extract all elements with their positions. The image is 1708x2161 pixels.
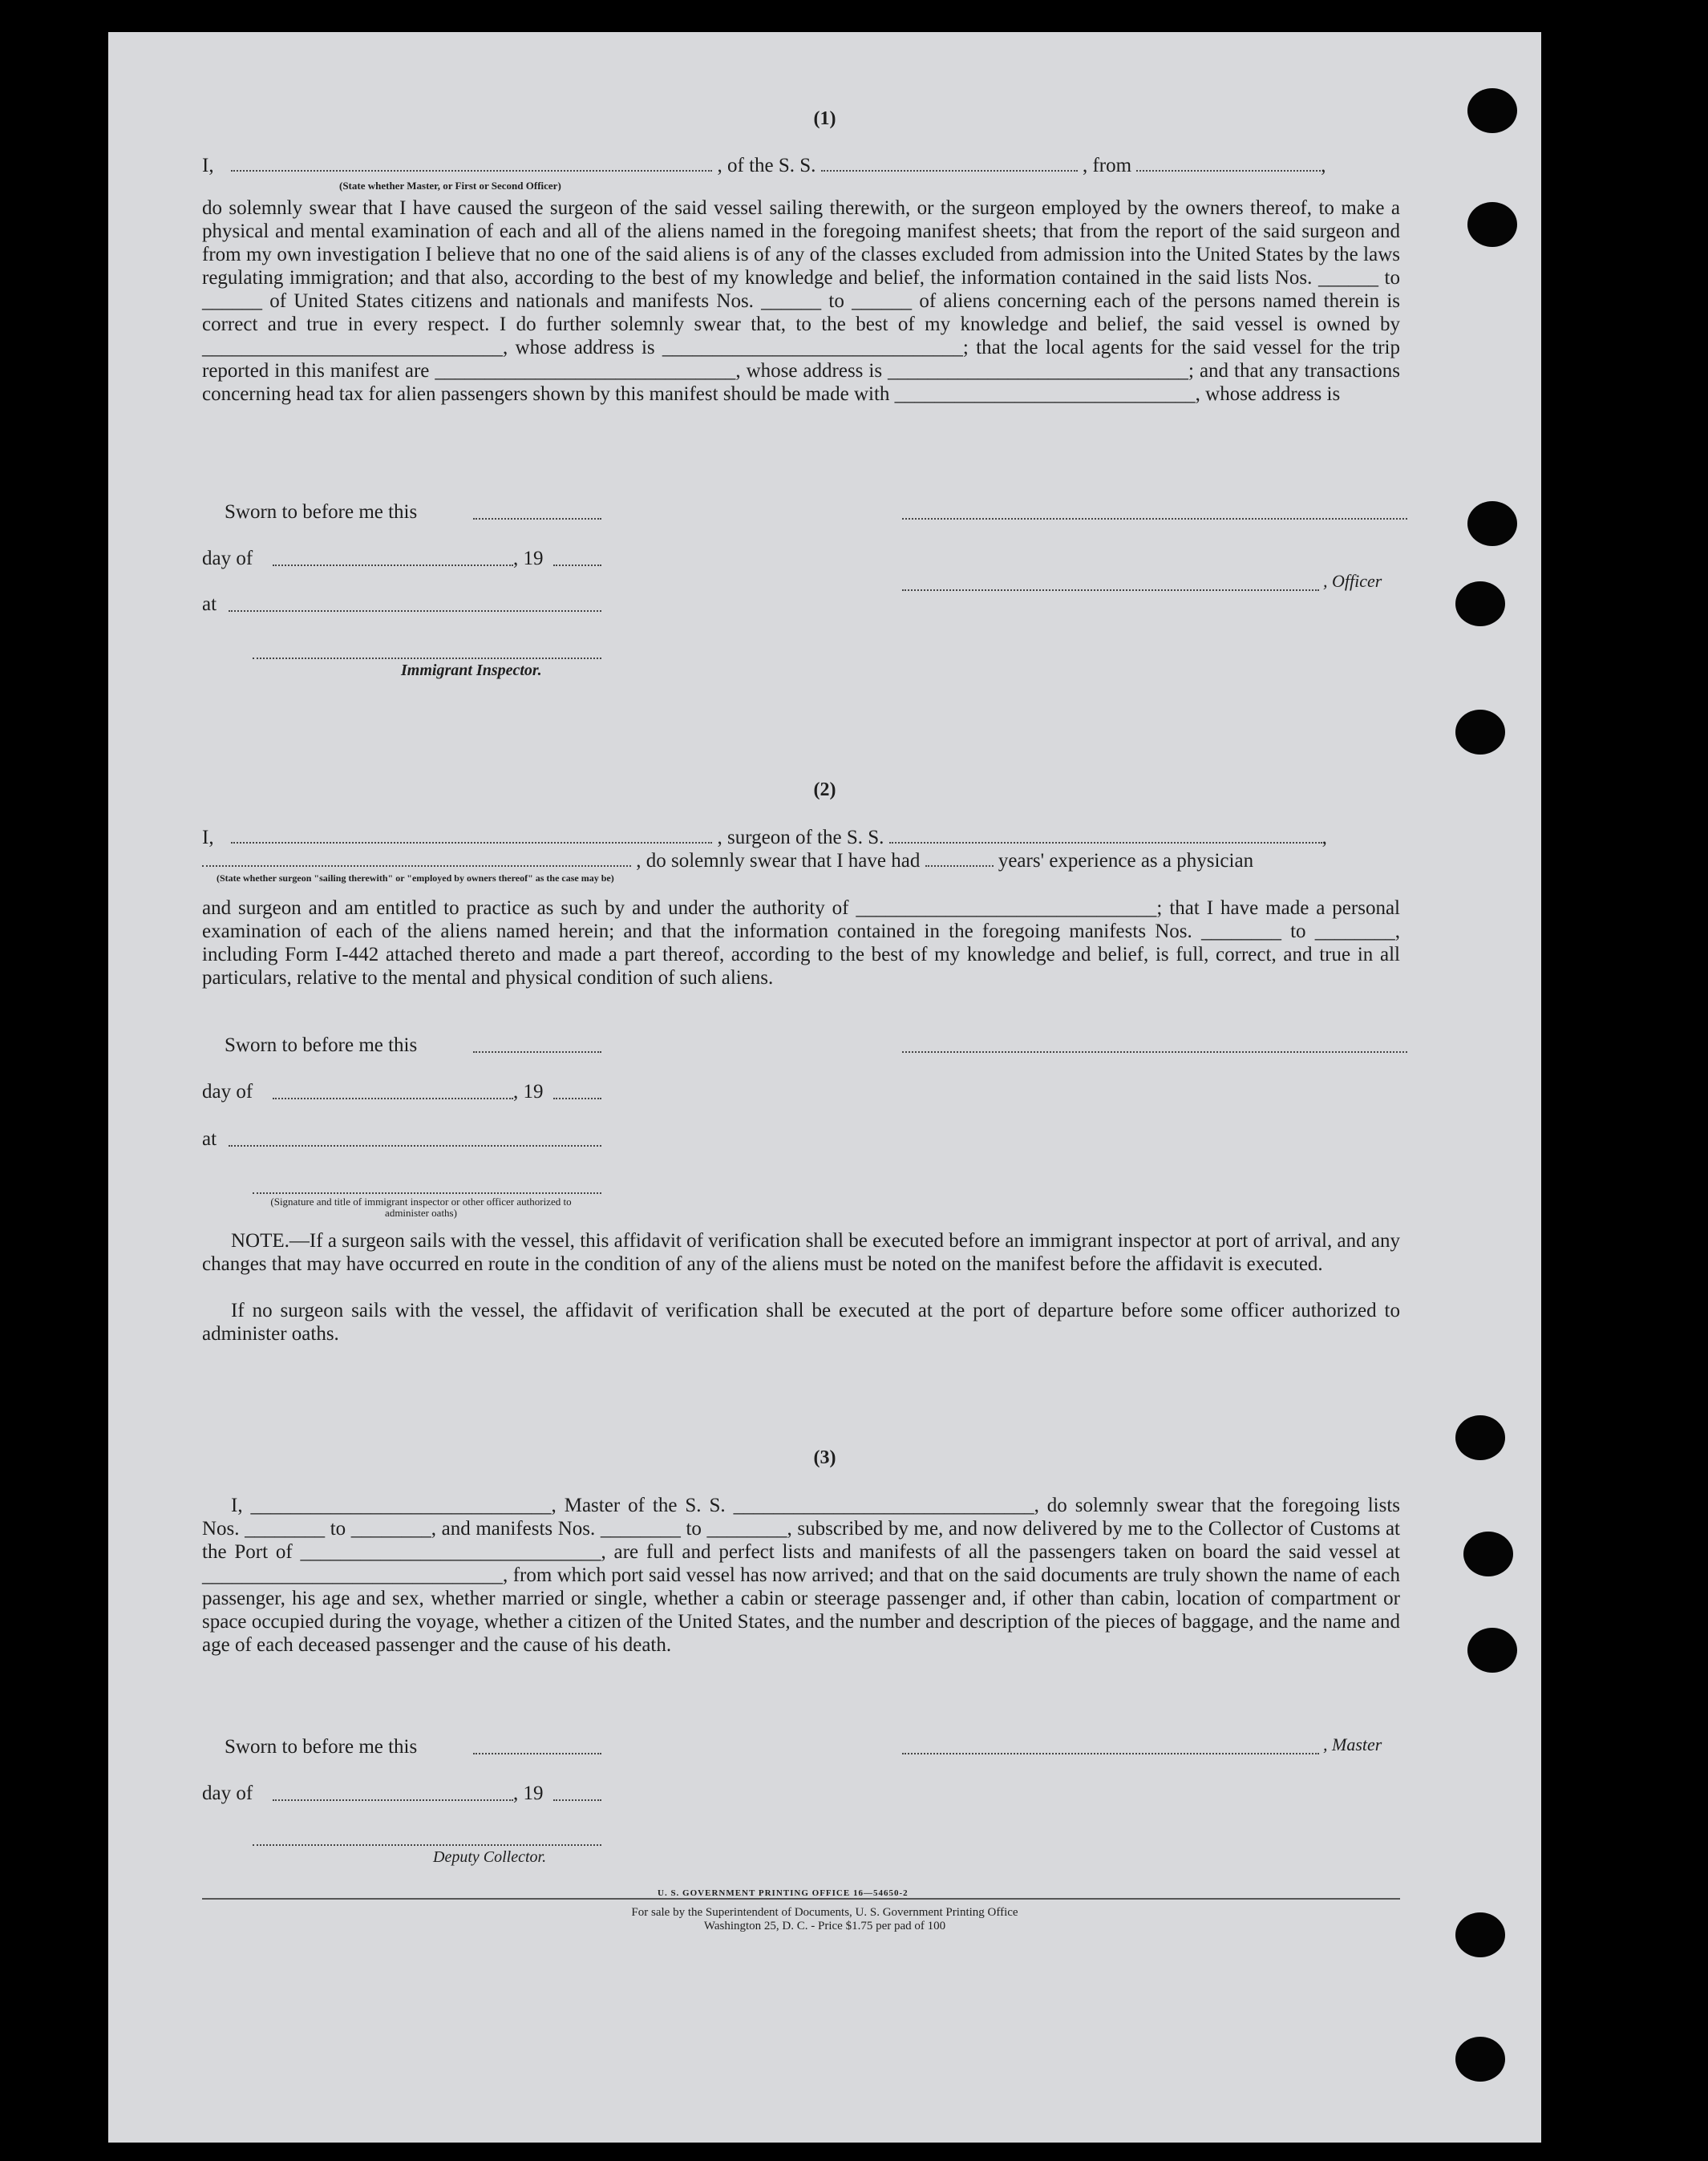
section-1-signature-field[interactable]: [902, 518, 1407, 520]
section-3-master-field[interactable]: [902, 1753, 1319, 1754]
punch-hole: [1467, 1628, 1517, 1673]
section-1-inspector-label: Immigrant Inspector.: [401, 662, 542, 679]
section-1-comma: ,: [1321, 155, 1326, 176]
punch-hole: [1467, 88, 1517, 133]
punch-hole: [1455, 1415, 1505, 1460]
years-field[interactable]: [925, 851, 994, 867]
section-2-vessel-field[interactable]: [889, 828, 1322, 844]
section-1-from: , from: [1082, 155, 1132, 176]
section-3-sworn-date-field[interactable]: [473, 1753, 601, 1754]
section-2-year-field[interactable]: [553, 1098, 601, 1099]
vessel-name-field[interactable]: [821, 156, 1078, 172]
section-2-comma: ,: [1321, 827, 1327, 848]
section-1-at-field[interactable]: [229, 610, 601, 612]
from-port-field[interactable]: [1136, 156, 1321, 172]
section-1-officer-field[interactable]: [902, 589, 1319, 591]
section-3-day-field[interactable]: [273, 1799, 513, 1801]
section-2-oath-text: and surgeon and am entitled to practice as such by and under the authority of ______________________________; that I have made a personal examination of each of the aliens named herein; and that the information contained in the foregoing manifests Nos. ________ to ________, including Form I-442 attached thereto and made a part thereof, according to the best of my knowledge and belief, is full, correct, and true in all particulars, relative to the mental and physical condition of such aliens.: [202, 897, 1400, 989]
section-1-number: (1): [813, 108, 836, 129]
punch-hole: [1455, 1912, 1505, 1957]
section-2-at-field[interactable]: [229, 1145, 601, 1147]
section-3-master-label: , Master: [1323, 1734, 1382, 1754]
punch-hole: [1455, 710, 1505, 755]
section-3-sworn: Sworn to before me this: [225, 1736, 418, 1758]
section-2-surgeon-of-ss: , surgeon of the S. S.: [717, 827, 884, 848]
section-2-sworn-date-field[interactable]: [473, 1051, 601, 1053]
section-1-officer-label: , Officer: [1323, 571, 1382, 591]
section-3-year-field[interactable]: [553, 1799, 601, 1801]
section-2-signature-field[interactable]: [902, 1051, 1407, 1053]
section-1-i: I,: [202, 155, 214, 176]
section-2-nineteen: , 19: [513, 1081, 544, 1103]
section-2-sig-caption: (Signature and title of immigrant inspector or other officer authorized to administer oaths): [270, 1196, 572, 1219]
section-2-note-2: If no surgeon sails with the vessel, the affidavit of verification shall be executed at the port of departure before some officer authorized to administer oaths.: [202, 1300, 1400, 1345]
section-1-officer-line: [202, 154, 1400, 177]
section-2-at: at: [202, 1128, 217, 1150]
section-2-day-field[interactable]: [273, 1098, 513, 1099]
section-2-years: years' experience as a physician: [998, 850, 1254, 872]
section-1-caption: (State whether Master, or First or Second Officer): [339, 180, 561, 192]
footer-sale-line-1: For sale by the Superintendent of Documents, U. S. Government Printing Office: [631, 1906, 1018, 1919]
punch-hole: [1467, 202, 1517, 247]
section-1-day-of: day of: [202, 548, 253, 569]
punch-hole: [1467, 501, 1517, 546]
section-1-year-field[interactable]: [553, 565, 601, 566]
section-1-day-field[interactable]: [273, 565, 513, 566]
footer-sale-line-2: Washington 25, D. C. - Price $1.75 per pad of 100: [703, 1920, 946, 1932]
section-2-caption: (State whether surgeon "sailing therewith" or "employed by owners thereof" as the case may be): [217, 872, 614, 884]
section-1-inspector-field[interactable]: [253, 658, 601, 659]
section-1-sworn-date-field[interactable]: [473, 518, 601, 520]
officer-name-field[interactable]: [231, 156, 712, 172]
section-1-sworn: Sworn to before me this: [225, 501, 418, 523]
section-2-swear: , do solemnly swear that I have had: [636, 850, 921, 872]
section-2-i: I,: [202, 827, 214, 848]
section-2-inspector-field[interactable]: [253, 1192, 601, 1194]
punch-hole: [1455, 2037, 1505, 2082]
footer-divider: [202, 1898, 1400, 1900]
surgeon-type-field[interactable]: [202, 851, 631, 867]
section-2-note: NOTE.—If a surgeon sails with the vessel, this affidavit of verification shall be executed before an immigrant inspector at port of arrival, and any changes that may have occurred en route in the condition of any of the aliens must be noted on the manifest before the affidavit is executed.: [202, 1230, 1400, 1275]
section-2-number: (2): [813, 779, 836, 800]
printing-office-line: U. S. GOVERNMENT PRINTING OFFICE 16—54650-2: [658, 1888, 909, 1898]
surgeon-name-field[interactable]: [231, 828, 712, 844]
punch-hole: [1455, 581, 1505, 626]
section-2-sworn: Sworn to before me this: [225, 1034, 418, 1056]
section-3-oath-text: I, ______________________________, Master of the S. S. ______________________________, do solemnly swear that the foregoing lists Nos. ________ to ________, and manifests Nos. ________ to ________, subscribed by me, and now delivered by me to the Collector of Customs at the Port of ______________________________, are full and perfect lists and manifests of all the passengers taken on board the said vessel at ______________________________, from which port said vessel has now arrived; and that on the said documents are truly shown the name of each passenger, his age and sex, whether married or single, whether a cabin or steerage passenger and, if other than cabin, location of compartment or space occupied during the voyage, whether a citizen of the United States, and the number and description of the pieces of baggage, and the name and age of each deceased passenger and the cause of his death.: [202, 1495, 1400, 1656]
section-3-nineteen: , 19: [513, 1783, 544, 1804]
section-2-experience-line: [202, 849, 1400, 872]
section-2-surgeon-line: [202, 826, 1400, 849]
section-2-day-of: day of: [202, 1081, 253, 1103]
section-1-of-ss: , of the S. S.: [717, 155, 816, 176]
section-3-number: (3): [813, 1447, 836, 1468]
section-1-at: at: [202, 593, 217, 615]
section-1-oath-text: do solemnly swear that I have caused the surgeon of the said vessel sailing therewith, or the surgeon employed by the owners thereof, to make a physical and mental examination of each and all of the aliens named in the foregoing manifest sheets; that from the report of the said surgeon and from my own investigation I believe that no one of the said aliens is of any of the classes excluded from admission into the United States by the laws regulating immigration; and that also, according to the best of my knowledge and belief, the information contained in the said lists Nos. ______ to ______ of United States citizens and nationals and manifests Nos. ______ to ______ of aliens concerning each of the persons named therein is correct and true in every respect. I do further solemnly swear that, to the best of my knowledge and belief, the said vessel is owned by ______________________________, whose address is ______________________________; that the local agents for the said vessel for the trip reported in this manifest are ______________________________, whose address is ______________________________; and that any transactions concerning head tax for alien passengers shown by this manifest should be made with ______________________________, whose address is: [202, 197, 1400, 405]
manifest-back-page: [108, 32, 1541, 2143]
section-1-nineteen: , 19: [513, 548, 544, 569]
section-3-collector-label: Deputy Collector.: [433, 1848, 547, 1866]
punch-hole: [1463, 1532, 1513, 1576]
section-3-collector-field[interactable]: [253, 1844, 601, 1846]
section-3-day-of: day of: [202, 1783, 253, 1804]
